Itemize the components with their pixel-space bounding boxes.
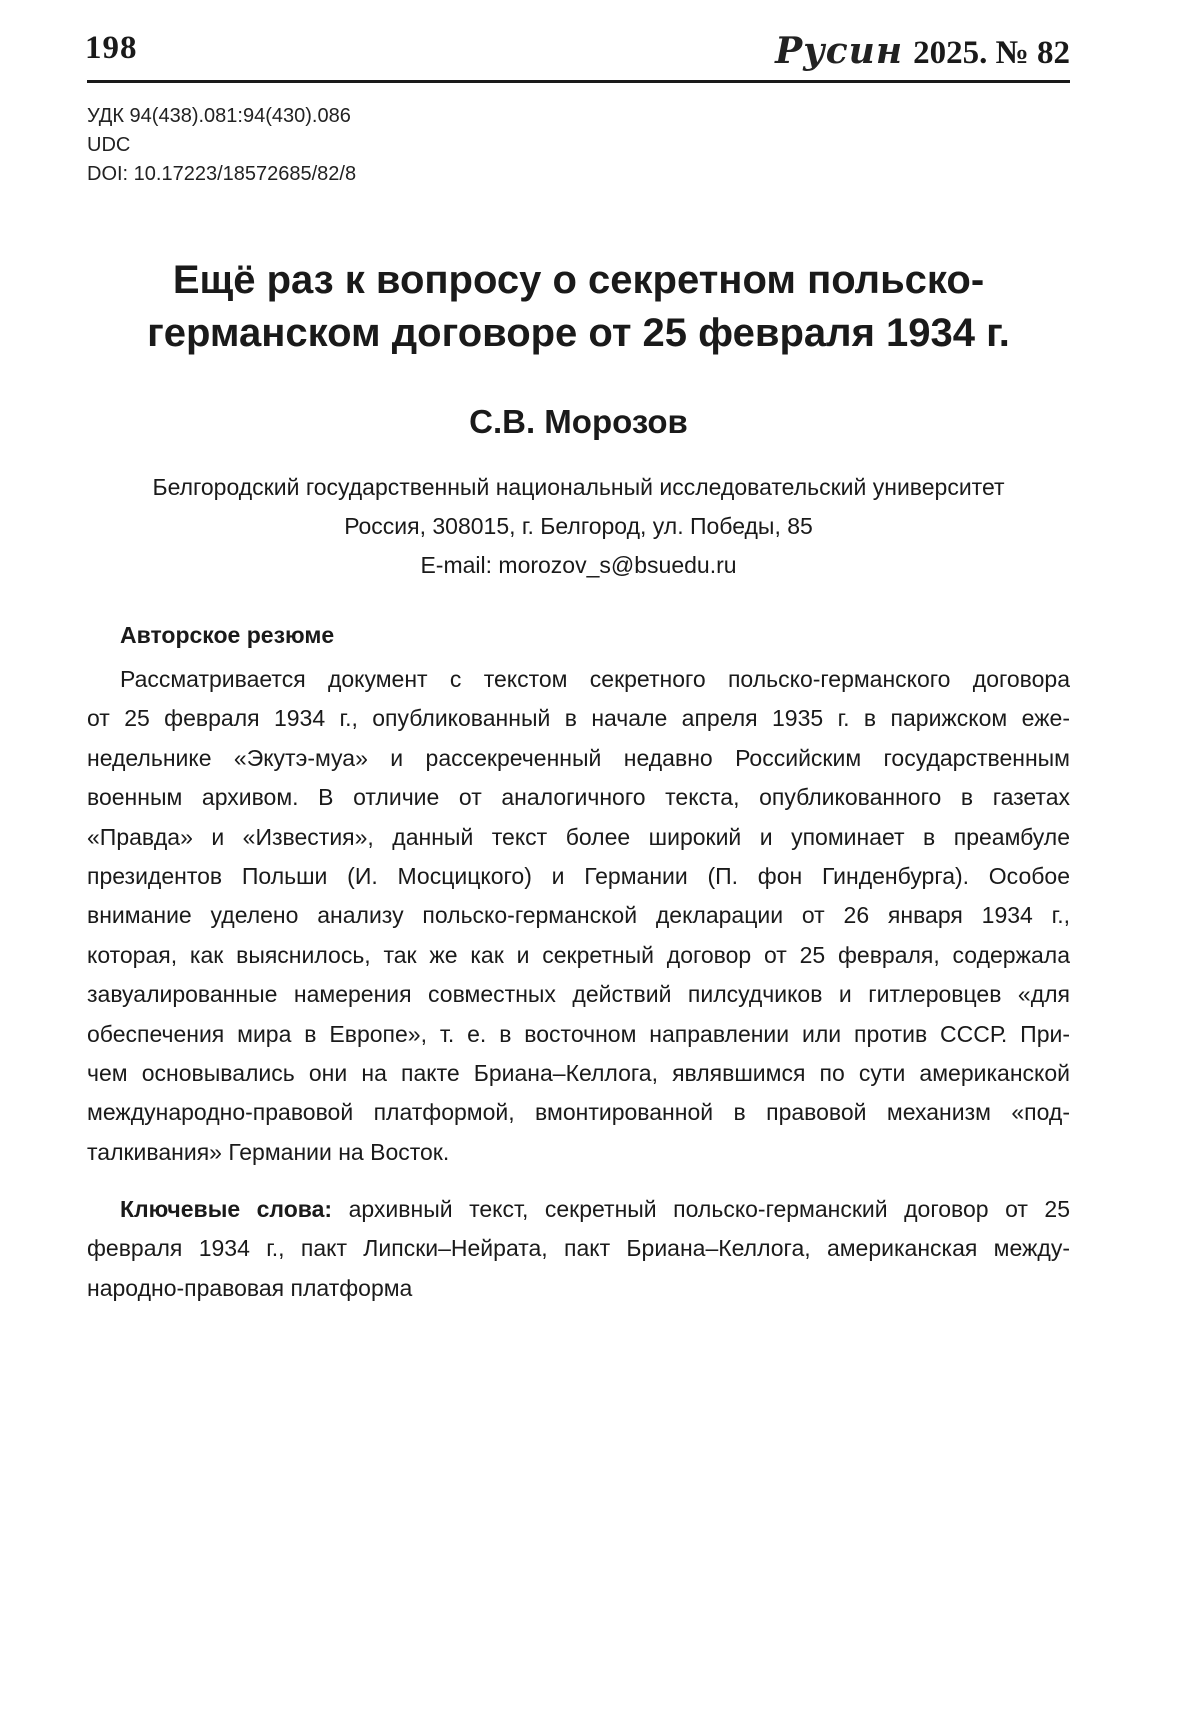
abstract-line: от 25 февраля 1934 г., опубликованный в начале апреля 1935 г. в парижском еже- [87,705,1070,732]
abstract-line: «Правда» и «Известия», данный текст более широкий и упоминает в преамбуле [87,823,1070,850]
abstract-line: внимание уделено анализу польско-германской декларации от 26 января 1934 г., [87,902,1070,929]
doi: DOI: 10.17223/18572685/82/8 [87,163,357,185]
abstract-line: чем основывались они на пакте Бриана–Келлога, являвшимся по сути американской [87,1059,1070,1086]
article-title [87,254,1070,360]
abstract-line: президентов Польши (И. Мосцицкого) и Германии (П. фон Гинденбурга). Особое [87,862,1070,889]
author-email: E-mail: morozov_s@bsuedu.ru [420,552,737,578]
keywords-text: архивный текст, секретный польско-германский договор от 25 [348,1196,1070,1222]
udk-code: УДК 94(438).081:94(430).086 [87,105,351,127]
title-line: германском договоре от 25 февраля 1934 г. [147,311,1010,355]
abstract-heading: Авторское резюме [120,622,335,648]
abstract-line: военным архивом. В отличие от аналогичного текста, опубликованного в газетах [87,784,1070,811]
author-affiliation [87,468,1070,585]
udc-code: UDC [87,134,131,156]
keywords-label: Ключевые слова: [120,1196,333,1222]
page-number: 198 [85,30,138,66]
abstract-line: недельнике «Экутэ-муа» и рассекреченный недавно Российским государственным [87,744,1070,771]
journal-name-logo: Русин [775,30,904,72]
abstract-line: талкивания» Германии на Восток. [87,1138,450,1165]
author-name: С.В. Морозов [469,403,688,440]
abstract-line: Рассматривается документ с текстом секретного польско-германского договора [120,666,1070,692]
journal-issue-block [775,30,1070,72]
keywords-line: февраля 1934 г., пакт Липски–Нейрата, пакт Бриана–Келлога, американская между- [87,1235,1070,1262]
classification-block [87,102,356,189]
abstract-text [87,660,1070,1172]
abstract-line: международно-правовой платформой, вмонтированной в правовой механизм «под- [87,1099,1070,1126]
title-line: Ещё раз к вопросу о секретном польско- [172,258,985,302]
keywords-block [87,1190,1070,1308]
running-header [87,26,1070,83]
keywords-line: народно-правовая платформа [87,1274,413,1301]
keywords-line [87,1190,1070,1229]
abstract-line: завуалированные намерения совместных действий пилсудчиков и гитлеровцев «для [87,981,1070,1008]
journal-issue: 2025. № 82 [913,35,1070,71]
abstract-line: обеспечения мира в Европе», т. е. в восточном направлении или против СССР. При- [87,1020,1070,1047]
postal-address: Россия, 308015, г. Белгород, ул. Победы, 85 [344,513,813,539]
abstract-line: которая, как выяснилось, так же как и секретный договор от 25 февраля, содержала [87,941,1070,968]
institution: Белгородский государственный национальный исследовательский университет [152,474,1005,500]
